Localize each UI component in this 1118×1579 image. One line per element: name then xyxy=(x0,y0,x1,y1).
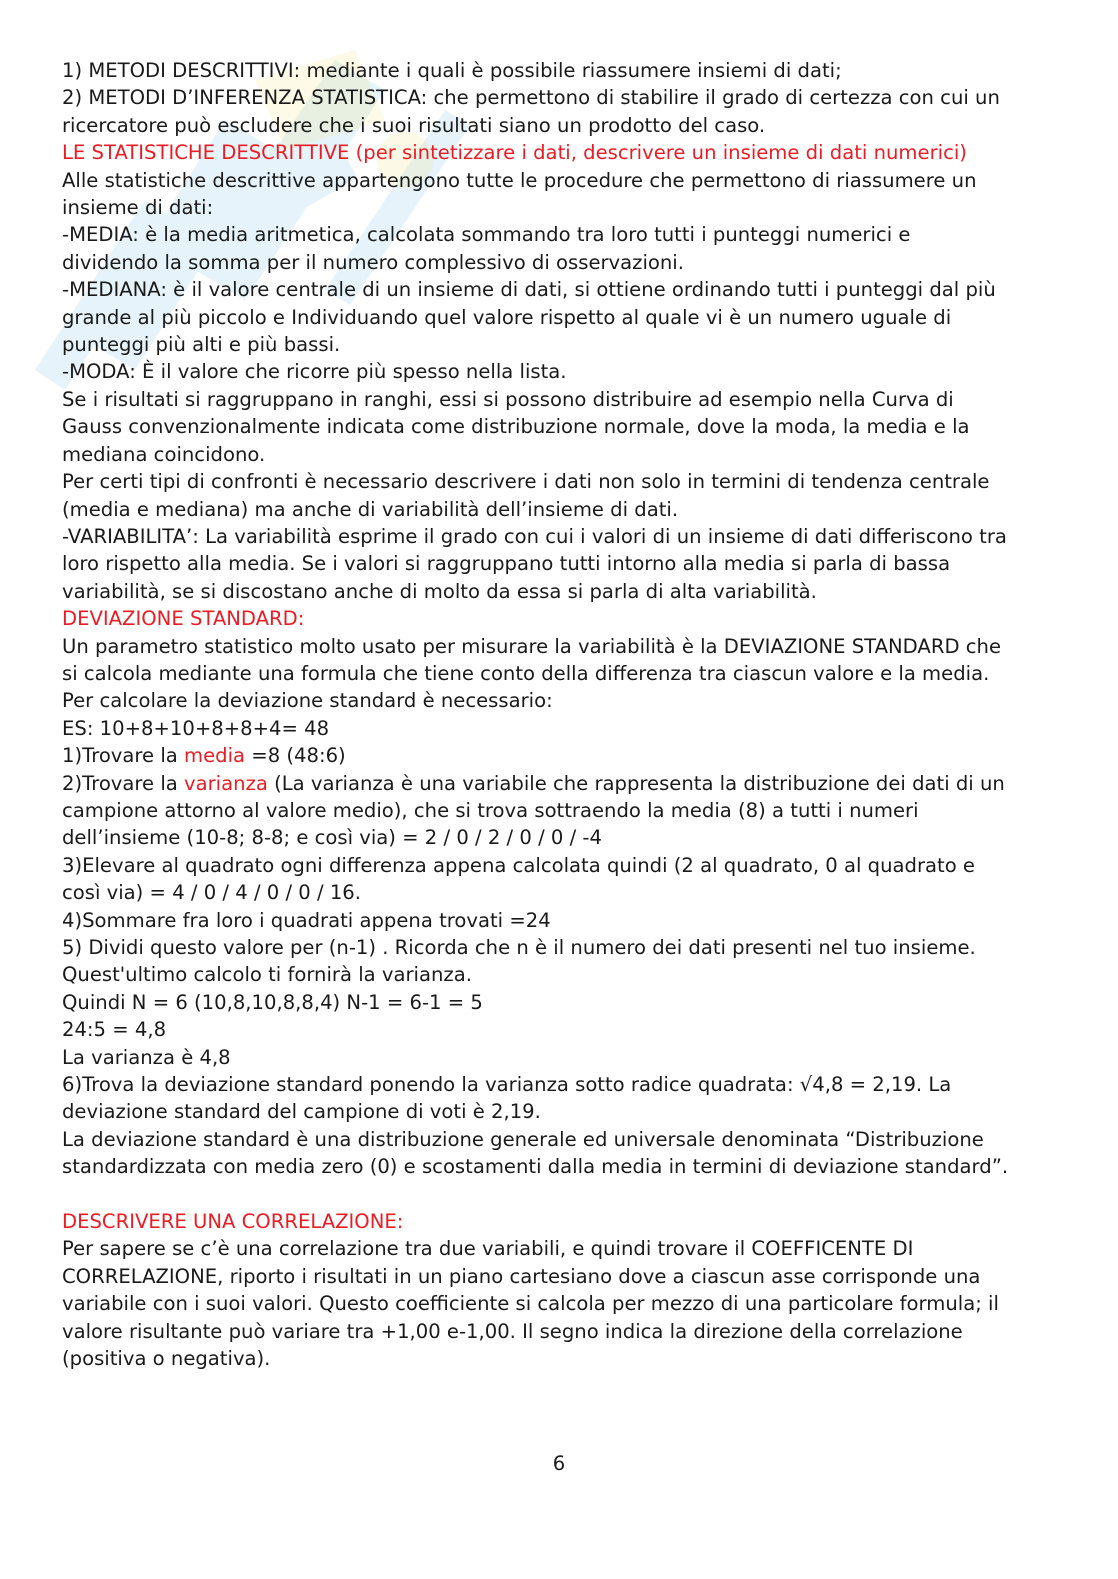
text-line: Per sapere se c’è una correlazione tra due variabili, e quindi trovare il COEFFICENTE DI xyxy=(62,1237,914,1261)
text-span: (La varianza è una variabile che rappresenta la distribuzione dei dati di un xyxy=(267,771,1005,795)
text-line: -VARIABILITA’: La variabilità esprime il grado con cui i valori di un insieme di dati differiscono tra xyxy=(62,524,1007,548)
section-heading-correlazione: DESCRIVERE UNA CORRELAZIONE: xyxy=(62,1210,404,1234)
text-line: 2) METODI D’INFERENZA STATISTICA: che permettono di stabilire il grado di certezza con cui un xyxy=(62,86,1000,110)
text-line: 1) METODI DESCRITTIVI: mediante i quali è possibile riassumere insiemi di dati; xyxy=(62,59,842,82)
document-body xyxy=(62,57,1062,1372)
text-line xyxy=(62,742,1062,769)
text-line: ES: 10+8+10+8+8+4= 48 xyxy=(62,716,330,740)
text-line: 5) Dividi questo valore per (n-1) . Ricorda che n è il numero dei dati presenti nel tuo insieme. xyxy=(62,936,976,959)
text-line xyxy=(62,770,1062,797)
text-line: Un parametro statistico molto usato per misurare la variabilità è la DEVIAZIONE STANDARD che xyxy=(62,634,1002,658)
highlight-media: media xyxy=(184,744,246,768)
text-line: così via) = 4 / 0 / 4 / 0 / 0 / 16. xyxy=(62,881,361,905)
text-line: -MEDIA: è la media aritmetica, calcolata sommando tra loro tutti i punteggi numerici e xyxy=(62,223,911,247)
paragraph-gap xyxy=(62,1181,1062,1208)
page-number: 6 xyxy=(552,1452,566,1475)
text-span: 2)Trovare la xyxy=(62,771,185,795)
text-line: (media e mediana) ma anche di variabilità dell’insieme di dati. xyxy=(62,497,679,521)
text-line: insieme di dati: xyxy=(62,196,214,220)
text-line: valore risultante può variare tra +1,00 e-1,00. Il segno indica la direzione della correlazione xyxy=(62,1319,963,1343)
highlight-varianza: varianza xyxy=(184,771,268,795)
text-line: (positiva o negativa). xyxy=(62,1347,271,1371)
text-line: -MEDIANA: è il valore centrale di un insieme di dati, si ottiene ordinando tutti i punteggi dal più xyxy=(62,278,996,302)
text-line: deviazione standard del campione di voti è 2,19. xyxy=(62,1100,541,1124)
text-line: Alle statistiche descrittive appartengono tutte le procedure che permettono di riassumere un xyxy=(62,168,977,192)
text-line: 24:5 = 4,8 xyxy=(62,1018,167,1042)
text-line: loro rispetto alla media. Se i valori si raggruppano tutti intorno alla media si parla di bassa xyxy=(62,552,951,576)
text-line: -MODA: È il valore che ricorre più spesso nella lista. xyxy=(62,360,567,384)
text-line: Gauss convenzionalmente indicata come distribuzione normale, dove la moda, la media e la xyxy=(62,415,970,439)
text-line: si calcola mediante una formula che tiene conto della differenza tra ciascun valore e la media. xyxy=(62,661,990,685)
text-line: Per calcolare la deviazione standard è necessario: xyxy=(62,689,553,713)
text-line: variabile con i suoi valori. Questo coefficiente si calcola per mezzo di una particolare formula; il xyxy=(62,1292,999,1316)
text-line: dividendo la somma per il numero complessivo di osservazioni. xyxy=(62,250,684,274)
text-line: 4)Sommare fra loro i quadrati appena trovati =24 xyxy=(62,908,551,932)
text-line: La varianza è 4,8 xyxy=(62,1045,231,1069)
text-line: 6)Trova la deviazione standard ponendo la varianza sotto radice quadrata: √4,8 = 2,19. La xyxy=(62,1073,952,1097)
text-span: =8 (48:6) xyxy=(245,744,346,768)
text-line: CORRELAZIONE, riporto i risultati in un piano cartesiano dove a ciascun asse corrisponde una xyxy=(62,1264,981,1288)
text-line: grande al più piccolo e Individuando quel valore rispetto al quale vi è un numero uguale di xyxy=(62,305,952,329)
section-heading-statistiche-descrittive: LE STATISTICHE DESCRITTIVE (per sintetizzare i dati, descrivere un insieme di dati numerici) xyxy=(62,141,967,165)
text-line: 3)Elevare al quadrato ogni differenza appena calcolata quindi (2 al quadrato, 0 al quadrato e xyxy=(62,853,975,877)
text-line: Quindi N = 6 (10,8,10,8,8,4) N-1 = 6-1 = 5 xyxy=(62,990,483,1014)
section-heading-deviazione-standard: DEVIAZIONE STANDARD: xyxy=(62,607,305,631)
text-span: 1)Trovare la xyxy=(62,744,185,768)
text-line: punteggi più alti e più bassi. xyxy=(62,333,341,357)
text-line: mediana coincidono. xyxy=(62,442,266,466)
text-line: Per certi tipi di confronti è necessario descrivere i dati non solo in termini di tendenza centrale xyxy=(62,470,990,494)
text-line: Quest'ultimo calcolo ti fornirà la varianza. xyxy=(62,963,472,987)
text-line: standardizzata con media zero (0) e scostamenti dalla media in termini di deviazione standard”. xyxy=(62,1155,1009,1179)
text-line: ricercatore può escludere che i suoi risultati siano un prodotto del caso. xyxy=(62,113,766,137)
text-line: Se i risultati si raggruppano in ranghi, essi si possono distribuire ad esempio nella Curva di xyxy=(62,387,954,411)
text-line: campione attorno al valore medio), che si trova sottraendo la media (8) a tutti i numeri xyxy=(62,798,919,822)
text-line: variabilità, se si discostano anche di molto da essa si parla di alta variabilità. xyxy=(62,579,817,603)
text-line: La deviazione standard è una distribuzione generale ed universale denominata “Distribuzione xyxy=(62,1127,984,1151)
text-line: dell’insieme (10-8; 8-8; e così via) = 2 / 0 / 2 / 0 / 0 / -4 xyxy=(62,826,602,850)
